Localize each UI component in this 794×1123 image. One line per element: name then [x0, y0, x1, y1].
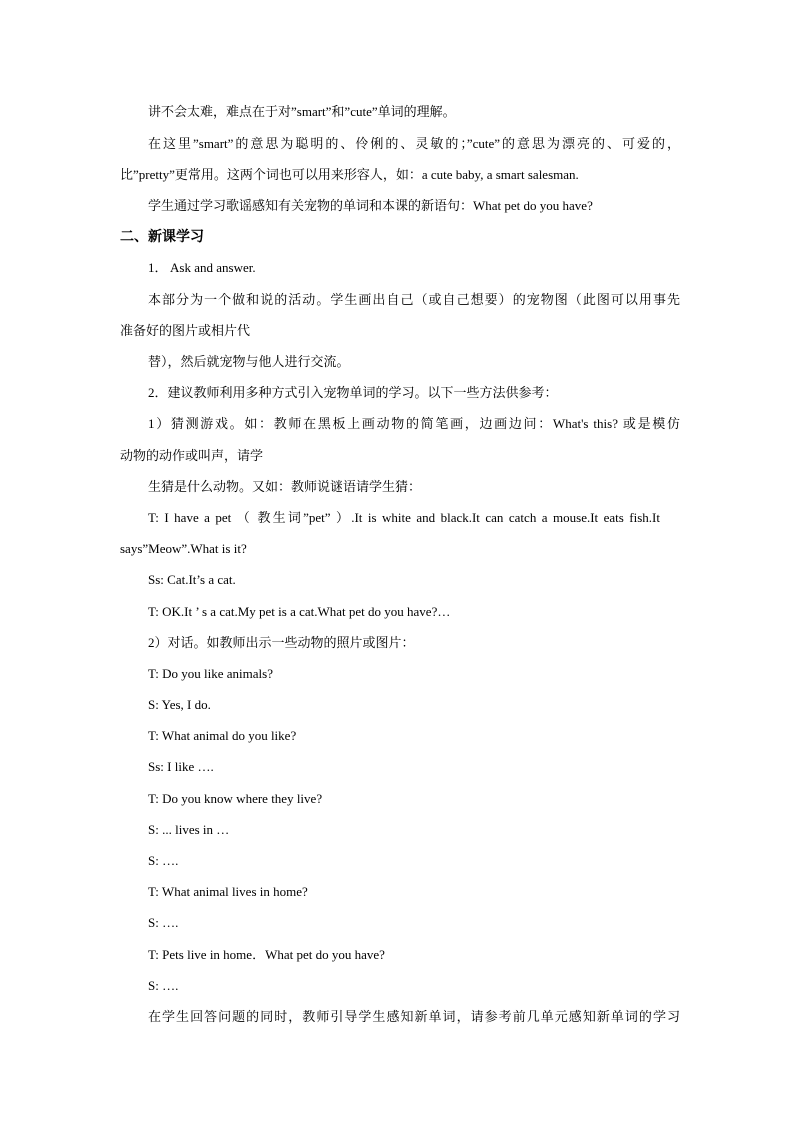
paragraph-line: 替），然后就宠物与他人进行交流。: [148, 354, 350, 369]
section-heading: 二、新课学习: [120, 229, 204, 245]
paragraph-line: 在这里”smart”的意思为聪明的、伶俐的、灵敏的；”cute”的意思为漂亮的、可爱的，: [148, 136, 680, 151]
paragraph-line: 1）猜测游戏。如：教师在黑板上画动物的简笔画，边画边问：What's this? 或是模仿: [148, 416, 680, 431]
dialogue-line: S: ….: [148, 853, 179, 868]
dialogue-line: T: What animal lives in home?: [148, 884, 308, 899]
dialogue-line: S: ….: [148, 915, 179, 930]
list-item: 1． Ask and answer.: [148, 260, 256, 275]
dialogue-line: T: Pets live in home．What pet do you have?: [148, 947, 385, 962]
dialogue-line: T: Do you know where they live?: [148, 791, 323, 806]
dialogue-line: Ss: I like ….: [148, 759, 214, 774]
paragraph-line: 2）对话。如教师出示一些动物的照片或图片：: [148, 635, 415, 650]
dialogue-line: says”Meow”.What is it?: [120, 541, 247, 556]
dialogue-line: T: What animal do you like?: [148, 728, 297, 743]
paragraph-line: 生猜是什么动物。又如：教师说谜语请学生猜：: [148, 479, 422, 494]
paragraph-line: 讲不会太难，难点在于对”smart”和”cute”单词的理解。: [148, 104, 456, 119]
paragraph-line: 在学生回答问题的同时，教师引导学生感知新单词，请参考前几单元感知新单词的学习: [148, 1009, 680, 1024]
dialogue-line: S: ... lives in …: [148, 822, 230, 837]
dialogue-line: S: Yes, I do.: [148, 697, 211, 712]
list-item: 2．建议教师利用多种方式引入宠物单词的学习。以下一些方法供参考：: [148, 385, 558, 400]
dialogue-line: T: Do you like animals?: [148, 666, 273, 681]
dialogue-line: S: ….: [148, 978, 179, 993]
paragraph-line: 比”pretty”更常用。这两个词也可以用来形容人，如：a cute baby, a smart salesman.: [120, 167, 579, 182]
dialogue-line: T: OK.It ’ s a cat.My pet is a cat.What pet do you have?…: [148, 604, 451, 619]
dialogue-line: Ss: Cat.It’s a cat.: [148, 572, 236, 587]
paragraph-line: 学生通过学习歌谣感知有关宠物的单词和本课的新语句：What pet do you have?: [148, 198, 593, 213]
paragraph-line: 本部分为一个做和说的活动。学生画出自己（或自己想要）的宠物图（此图可以用事先: [148, 292, 680, 307]
paragraph-line: 动物的动作或叫声，请学: [120, 448, 264, 463]
dialogue-line: T: I have a pet （ 教生词”pet” ）.It is white and black.It can catch a mouse.It eats fish.It: [148, 510, 660, 525]
paragraph-line: 准备好的图片或相片代: [120, 323, 251, 338]
